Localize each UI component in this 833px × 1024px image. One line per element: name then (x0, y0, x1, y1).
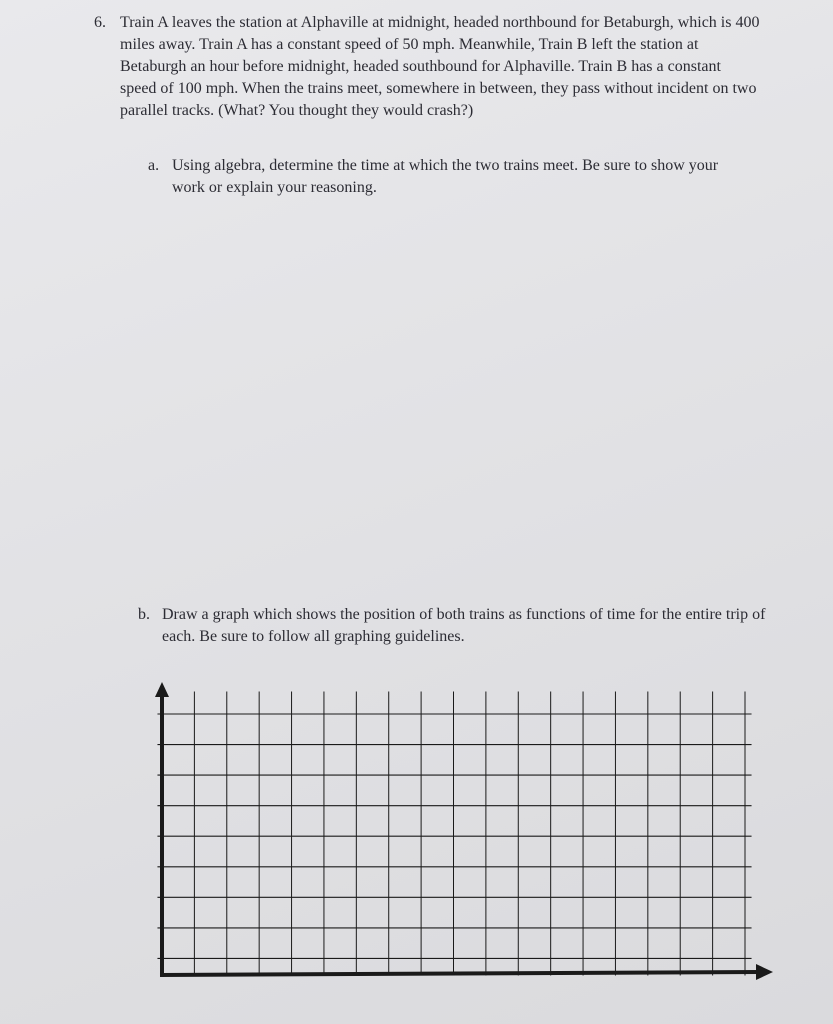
y-axis-arrow (155, 682, 169, 697)
problem-text: Train A leaves the station at Alphaville at midnight, headed northbound for Betaburgh, which is 400 miles away. Train A has a constant speed of 50 mph. Meanwhile, Train B left the station at Betaburgh an hour before midnight, headed southbound for Alphaville. Train B has a constant speed of 100 mph. When the trains meet, somewhere in between, they pass without incident on two parallel tracks. (What? You thought they would crash?) (120, 14, 760, 119)
part-b-text: Draw a graph which shows the position of both trains as functions of time for the entire trip of each. Be sure to follow all graphing guidelines. (162, 606, 766, 645)
part-b-letter: b. (138, 606, 150, 623)
part-a-text: Using algebra, determine the time at which the two trains meet. Be sure to show your work or explain your reasoning. (172, 157, 719, 196)
part-a-letter: a. (148, 157, 160, 174)
x-axis (162, 972, 757, 975)
problem-number: 6. (94, 14, 106, 31)
x-axis-arrow (756, 964, 773, 980)
